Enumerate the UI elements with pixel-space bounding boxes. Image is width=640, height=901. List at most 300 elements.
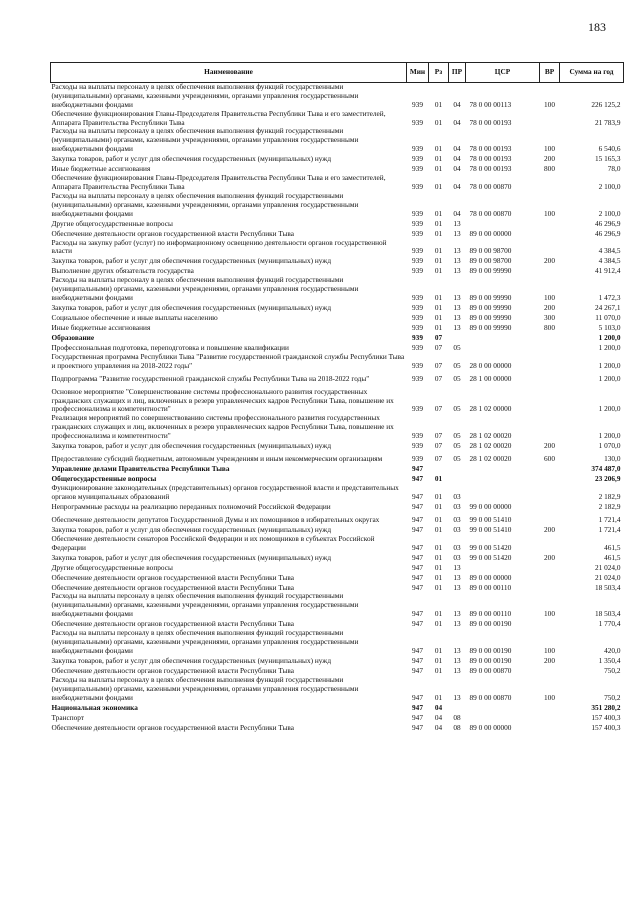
row-csr: 78 0 00 00870 [469, 208, 512, 218]
row-pr: 05 [453, 343, 461, 353]
row-pr: 13 [453, 692, 461, 702]
budget-table [50, 62, 624, 732]
row-vr [540, 535, 560, 553]
row-min: 939 [412, 182, 423, 192]
row-name: Иные бюджетные ассигнования [51, 164, 151, 174]
row-rz: 01 [434, 572, 443, 582]
row-min: 947 [412, 464, 423, 474]
row-pr [449, 464, 466, 474]
row-min: 939 [412, 454, 423, 464]
row-name: Социальное обеспечение и иные выплаты населению [51, 313, 218, 323]
row-vr: 800 [544, 164, 555, 174]
row-rz: 01 [434, 182, 443, 192]
row-sum: 750,2 [604, 665, 621, 675]
row-csr: 89 0 00 00190 [469, 619, 512, 629]
row-rz: 01 [434, 524, 443, 534]
row-vr [540, 414, 560, 441]
row-name: Расходы на выплаты персоналу в целях обеспечения выполнения функций государственными (муниципальными) органами, казенными учреждениями, органами управления государственными внебюджетными фондами [51, 275, 359, 303]
row-sum: 18 503,4 [594, 582, 621, 592]
row-rz: 01 [434, 99, 443, 109]
row-min: 947 [412, 619, 423, 629]
row-min: 939 [412, 313, 423, 323]
table-row [51, 629, 624, 656]
row-csr: 89 0 00 99990 [469, 266, 512, 276]
table-row [51, 552, 624, 562]
row-vr [540, 502, 560, 512]
row-min: 947 [412, 501, 423, 511]
row-pr: 13 [453, 655, 461, 665]
row-sum: 226 125,2 [591, 99, 621, 109]
row-sum: 2 100,0 [598, 182, 621, 192]
row-min: 939 [412, 266, 423, 276]
table-row [51, 464, 624, 474]
row-name: Расходы на выплаты персоналу в целях обеспечения выполнения функций государственными (муниципальными) органами, казенными учреждениями, органами управления государственными внебюджетными фондами [51, 126, 359, 154]
table-row [51, 441, 624, 451]
row-pr: 13 [453, 293, 461, 303]
row-vr: 200 [544, 441, 555, 451]
table-row [51, 154, 624, 164]
row-sum: 24 267,1 [594, 303, 621, 313]
row-min: 939 [412, 431, 423, 441]
row-name: Общегосударственные вопросы [51, 474, 157, 484]
row-pr: 04 [453, 144, 461, 154]
row-name: Расходы на выплаты персоналу в целях обеспечения выполнения функций государственными (муниципальными) органами, казенными учреждениями, органами управления государственными внебюджетными фондами [51, 82, 359, 109]
row-csr: 78 0 00 00193 [469, 117, 512, 127]
row-csr: 89 0 00 98700 [469, 256, 512, 266]
row-min: 939 [412, 323, 423, 333]
row-pr: 08 [453, 722, 461, 732]
row-vr: 100 [544, 645, 555, 655]
row-name: Закупка товаров, работ и услуг для обеспечения государственных (муниципальных) нужд [51, 524, 332, 534]
row-csr [466, 333, 540, 343]
row-vr [540, 229, 560, 239]
row-min: 939 [412, 99, 423, 109]
row-pr: 04 [453, 99, 461, 109]
row-csr: 99 0 00 51420 [469, 542, 512, 552]
row-vr [540, 266, 560, 276]
row-vr [540, 712, 560, 722]
row-pr: 03 [453, 501, 461, 511]
row-vr [540, 484, 560, 502]
row-vr: 100 [544, 208, 555, 218]
row-rz: 04 [434, 712, 443, 722]
row-sum: 1 200,0 [598, 360, 621, 370]
row-name: Национальная экономика [51, 702, 138, 712]
row-sum: 130,0 [604, 454, 621, 464]
row-sum: 1 200,0 [598, 431, 621, 441]
table-row [51, 451, 624, 464]
table-row [51, 712, 624, 722]
row-vr [540, 464, 560, 474]
row-rz: 01 [434, 619, 443, 629]
row-sum: 21 024,0 [594, 572, 621, 582]
row-vr: 100 [544, 99, 555, 109]
row-vr [540, 702, 560, 712]
row-sum: 1 200,0 [598, 404, 621, 414]
row-vr [540, 343, 560, 353]
row-pr: 13 [453, 256, 461, 266]
row-csr: 89 0 00 99990 [469, 323, 512, 333]
row-pr [449, 333, 466, 343]
table-row [51, 384, 624, 415]
row-name: Подпрограмма "Развитие государственной гражданской службы Республики Тыва на 2018-2022 годы" [51, 373, 370, 383]
row-name: Обеспечение деятельности органов государственной власти Республики Тыва [51, 572, 294, 582]
row-sum: 2 182,9 [598, 501, 621, 511]
row-rz: 01 [434, 562, 443, 572]
row-rz: 01 [434, 582, 443, 592]
row-name: Расходы на выплаты персоналу в целях обеспечения выполнения функций государственными (муниципальными) органами, казенными учреждениями, органами управления государственными внебюджетными фондами [51, 674, 359, 702]
row-name: Предоставление субсидий бюджетным, автономным учреждениям и иным некоммерческим организациям [51, 454, 383, 464]
row-csr: 28 1 02 00020 [469, 441, 512, 451]
row-min: 947 [412, 542, 423, 552]
row-name: Основное мероприятие "Совершенствование системы профессионального развития государственных гражданских служащих и лиц, включенных в резерв управленческих кадров Республики Тыва, повышение их профессионализма и компетентности" [51, 386, 394, 414]
row-min: 939 [412, 208, 423, 218]
header-sum: Сумма на год [560, 63, 624, 83]
row-rz: 01 [434, 609, 443, 619]
row-csr: 89 0 00 00870 [469, 692, 512, 702]
row-pr: 03 [453, 524, 461, 534]
row-rz: 01 [434, 256, 443, 266]
row-pr: 13 [453, 246, 461, 256]
row-vr [540, 474, 560, 484]
row-pr: 05 [453, 454, 461, 464]
row-sum: 2 182,9 [598, 491, 621, 501]
row-vr: 200 [544, 303, 555, 313]
row-min: 947 [412, 645, 423, 655]
row-pr: 05 [453, 431, 461, 441]
row-vr: 200 [544, 524, 555, 534]
row-rz: 01 [434, 501, 443, 511]
table-row [51, 323, 624, 333]
row-rz: 07 [434, 373, 443, 383]
row-sum: 351 280,2 [591, 702, 621, 712]
row-min: 939 [412, 228, 423, 238]
row-sum: 157 400,3 [591, 722, 621, 732]
row-name: Профессиональная подготовка, переподготовка и повышение квалификации [51, 343, 289, 353]
table-row [51, 702, 624, 712]
table-row [51, 239, 624, 257]
row-vr: 200 [544, 256, 555, 266]
row-csr: 99 0 00 00000 [469, 501, 512, 511]
row-vr [540, 174, 560, 192]
row-sum: 18 503,4 [594, 609, 621, 619]
row-name: Закупка товаров, работ и услуг для обеспечения государственных (муниципальных) нужд [51, 655, 332, 665]
row-sum: 41 912,4 [594, 266, 621, 276]
row-min: 947 [412, 524, 423, 534]
row-min: 947 [412, 552, 423, 562]
row-name: Закупка товаров, работ и услуг для обеспечения государственных (муниципальных) нужд [51, 256, 332, 266]
row-pr: 05 [453, 404, 461, 414]
row-rz: 01 [434, 303, 443, 313]
row-min: 939 [412, 333, 423, 343]
page-number: 183 [588, 20, 606, 34]
row-csr: 99 0 00 51410 [469, 514, 512, 524]
row-min: 939 [412, 144, 423, 154]
row-vr [540, 582, 560, 592]
row-name: Управление делами Правительства Республики Тыва [51, 464, 230, 474]
row-vr: 100 [544, 293, 555, 303]
row-vr [540, 384, 560, 415]
row-csr: 89 0 00 00190 [469, 655, 512, 665]
row-pr: 04 [453, 164, 461, 174]
row-rz: 01 [434, 692, 443, 702]
row-csr: 28 0 00 00000 [469, 360, 512, 370]
row-vr: 100 [544, 144, 555, 154]
row-min: 947 [412, 474, 423, 484]
table-row [51, 303, 624, 313]
row-pr: 03 [453, 491, 461, 501]
row-sum: 461,5 [604, 542, 621, 552]
row-sum: 374 487,0 [591, 464, 621, 474]
row-name: Другие общегосударственные вопросы [51, 562, 173, 572]
row-min: 947 [412, 572, 423, 582]
row-csr [466, 343, 540, 353]
row-min: 947 [412, 491, 423, 501]
table-body [51, 83, 624, 733]
row-rz: 01 [434, 144, 443, 154]
row-name: Расходы на закупку работ (услуг) по информационному освещению деятельности органов государственной власти [51, 237, 387, 256]
row-name: Обеспечение деятельности сенаторов Российской Федерации и их помощников в субъектах Российской Федерации [51, 533, 375, 552]
row-sum: 420,0 [604, 645, 621, 655]
row-vr [540, 110, 560, 128]
row-sum: 750,2 [604, 692, 621, 702]
row-min: 939 [412, 218, 423, 228]
row-name: Закупка товаров, работ и услуг для обеспечения государственных (муниципальных) нужд [51, 154, 332, 164]
row-name: Иные бюджетные ассигнования [51, 323, 151, 333]
row-pr: 04 [453, 208, 461, 218]
row-rz: 01 [434, 246, 443, 256]
row-vr [540, 333, 560, 343]
row-name: Государственная программа Республики Тыва "Развитие государственной гражданской службы Республики Тыва и проектного управления на 2018-2022 годы" [51, 352, 405, 370]
row-name: Расходы на выплаты персоналу в целях обеспечения выполнения функций государственными (муниципальными) органами, казенными учреждениями, органами управления государственными внебюджетными фондами [51, 628, 359, 655]
row-rz: 01 [434, 266, 443, 276]
table-row [51, 276, 624, 303]
row-vr: 200 [544, 655, 555, 665]
row-pr: 03 [453, 552, 461, 562]
row-pr [449, 474, 466, 484]
row-pr: 13 [453, 323, 461, 333]
row-sum: 1 770,4 [598, 619, 621, 629]
table-row [51, 572, 624, 582]
table-row [51, 656, 624, 666]
table-row [51, 192, 624, 219]
row-pr: 13 [453, 665, 461, 675]
row-rz: 01 [434, 542, 443, 552]
table-row [51, 414, 624, 441]
row-vr [540, 512, 560, 525]
row-name: Выполнение других обязательств государства [51, 266, 194, 276]
row-rz: 01 [434, 117, 443, 127]
row-rz: 01 [434, 514, 443, 524]
row-csr: 28 1 02 00020 [469, 431, 512, 441]
row-csr: 89 0 00 00000 [469, 228, 512, 238]
header-min: Мин [407, 63, 429, 83]
row-min: 947 [412, 665, 423, 675]
row-sum: 15 165,3 [594, 154, 621, 164]
row-name: Закупка товаров, работ и услуг для обеспечения государственных (муниципальных) нужд [51, 552, 332, 562]
row-name: Расходы на выплаты персоналу в целях обеспечения выполнения функций государственными (муниципальными) органами, казенными учреждениями, органами управления государственными внебюджетными фондами [51, 591, 359, 619]
row-sum: 1 721,4 [598, 514, 621, 524]
row-csr: 28 1 02 00000 [469, 404, 512, 414]
row-csr: 89 0 00 00110 [469, 609, 512, 619]
row-sum: 23 206,9 [594, 474, 621, 484]
row-min: 947 [412, 562, 423, 572]
row-pr: 03 [453, 542, 461, 552]
row-rz: 07 [434, 441, 443, 451]
table-row [51, 333, 624, 343]
row-name: Обеспечение деятельности депутатов Государственной Думы и их помощников в избирательных округах [51, 514, 380, 524]
row-csr: 89 0 00 00870 [469, 665, 512, 675]
row-name: Расходы на выплаты персоналу в целях обеспечения выполнения функций государственными (муниципальными) органами, казенными учреждениями, органами управления государственными внебюджетными фондами [51, 190, 359, 218]
row-rz: 07 [434, 454, 443, 464]
row-csr: 78 0 00 00193 [469, 144, 512, 154]
row-csr: 89 0 00 98700 [469, 246, 512, 256]
row-rz: 04 [434, 702, 443, 712]
row-name: Обеспечение деятельности органов государственной власти Республики Тыва [51, 665, 294, 675]
row-sum: 1 200,0 [598, 343, 621, 353]
row-pr: 13 [453, 266, 461, 276]
row-csr: 78 0 00 00193 [469, 154, 512, 164]
row-vr: 800 [544, 323, 555, 333]
row-min: 939 [412, 154, 423, 164]
row-vr [540, 619, 560, 629]
row-name: Обеспечение функционирования Главы-Председателя Правительства Республики Тыва и его заместителей, Аппарата Правительства Республики Тыва [51, 173, 386, 192]
row-vr [540, 562, 560, 572]
row-min: 939 [412, 343, 423, 353]
row-vr [540, 239, 560, 257]
row-min: 947 [412, 655, 423, 665]
row-csr: 78 0 00 00870 [469, 182, 512, 192]
row-name: Транспорт [51, 712, 85, 722]
row-pr: 04 [453, 154, 461, 164]
header-pr: ПР [449, 63, 466, 83]
row-csr: 89 0 00 00190 [469, 645, 512, 655]
row-vr: 300 [544, 313, 555, 323]
row-pr [449, 702, 466, 712]
row-csr: 89 0 00 00000 [469, 572, 512, 582]
row-vr: 600 [544, 454, 555, 464]
row-name: Обеспечение функционирования Главы-Председателя Правительства Республики Тыва и его заместителей, Аппарата Правительства Республики Тыва [51, 108, 386, 127]
row-vr [540, 371, 560, 384]
row-csr: 99 0 00 51410 [469, 524, 512, 534]
row-min: 947 [412, 582, 423, 592]
row-rz: 01 [434, 228, 443, 238]
row-sum: 21 783,9 [594, 117, 621, 127]
row-csr: 78 0 00 00193 [469, 164, 512, 174]
row-pr: 03 [453, 514, 461, 524]
row-min: 947 [412, 609, 423, 619]
table-row [51, 484, 624, 502]
row-sum: 157 400,3 [591, 712, 621, 722]
row-csr: 99 0 00 51420 [469, 552, 512, 562]
row-sum: 46 296,9 [594, 218, 621, 228]
header-vr: ВР [540, 63, 560, 83]
row-pr: 13 [453, 645, 461, 655]
row-rz: 07 [434, 333, 443, 343]
row-pr: 05 [453, 360, 461, 370]
row-csr: 89 0 00 99990 [469, 303, 512, 313]
row-sum: 6 540,6 [598, 144, 621, 154]
row-min: 939 [412, 164, 423, 174]
row-sum: 1 721,4 [598, 524, 621, 534]
row-pr: 04 [453, 117, 461, 127]
row-csr: 89 0 00 99990 [469, 293, 512, 303]
row-rz: 01 [434, 491, 443, 501]
row-sum: 46 296,9 [594, 228, 621, 238]
row-csr [466, 562, 540, 572]
row-rz: 07 [434, 343, 443, 353]
row-csr [466, 474, 540, 484]
header-name: Наименование [51, 63, 407, 83]
row-min: 947 [412, 712, 423, 722]
row-rz: 01 [434, 474, 443, 484]
table-row [51, 371, 624, 384]
row-vr [540, 219, 560, 229]
row-pr: 13 [453, 303, 461, 313]
row-sum: 11 070,0 [595, 313, 621, 323]
row-rz: 01 [434, 665, 443, 675]
row-sum: 1 350,4 [598, 655, 621, 665]
row-sum: 2 100,0 [598, 208, 621, 218]
row-csr: 89 0 00 99990 [469, 313, 512, 323]
row-sum: 5 103,0 [598, 323, 621, 333]
row-csr: 28 1 02 00020 [469, 454, 512, 464]
row-pr: 13 [453, 313, 461, 323]
table-row [51, 592, 624, 619]
row-sum: 1 200,0 [598, 333, 621, 343]
row-name: Функционирование законодательных (представительных) органов государственной власти и представительных органов муниципальных образований [51, 482, 399, 501]
table-row [51, 110, 624, 128]
row-vr [540, 572, 560, 582]
table-row [51, 127, 624, 154]
row-csr [466, 464, 540, 474]
row-rz: 07 [434, 360, 443, 370]
header-csr: ЦСР [466, 63, 540, 83]
row-pr: 05 [453, 441, 461, 451]
row-name: Обеспечение деятельности органов государственной власти Республики Тыва [51, 619, 294, 629]
row-csr: 28 1 00 00000 [469, 373, 512, 383]
table-row [51, 83, 624, 110]
row-pr: 13 [453, 609, 461, 619]
row-rz: 01 [434, 164, 443, 174]
row-csr: 89 0 00 00110 [469, 582, 512, 592]
row-sum: 21 024,0 [594, 562, 621, 572]
row-min: 939 [412, 360, 423, 370]
row-min: 947 [412, 692, 423, 702]
row-sum: 4 384,5 [598, 256, 621, 266]
row-rz [429, 464, 449, 474]
row-min: 939 [412, 404, 423, 414]
row-rz: 01 [434, 293, 443, 303]
row-name: Обеспечение деятельности органов государственной власти Республики Тыва [51, 228, 294, 238]
row-min: 939 [412, 303, 423, 313]
row-name: Другие общегосударственные вопросы [51, 218, 173, 228]
row-name: Реализация мероприятий по совершенствованию системы профессионального развития государственных гражданских служащих и лиц, включенных в резерв управленческих кадров Республики Тыва, повышение их профессионализма и компетентности" [51, 413, 394, 441]
row-pr: 08 [453, 712, 461, 722]
row-name: Непрограммные расходы на реализацию переданных полномочий Российской Федерации [51, 501, 331, 511]
row-name: Закупка товаров, работ и услуг для обеспечения государственных (муниципальных) нужд [51, 303, 332, 313]
row-pr: 13 [453, 582, 461, 592]
row-min: 939 [412, 246, 423, 256]
row-pr: 05 [453, 373, 461, 383]
row-name: Закупка товаров, работ и услуг для обеспечения государственных (муниципальных) нужд [51, 441, 332, 451]
row-min: 939 [412, 256, 423, 266]
table-header [51, 63, 624, 83]
row-sum: 1 472,3 [598, 293, 621, 303]
table-row [51, 676, 624, 703]
table-row [51, 256, 624, 266]
row-pr: 13 [453, 562, 461, 572]
